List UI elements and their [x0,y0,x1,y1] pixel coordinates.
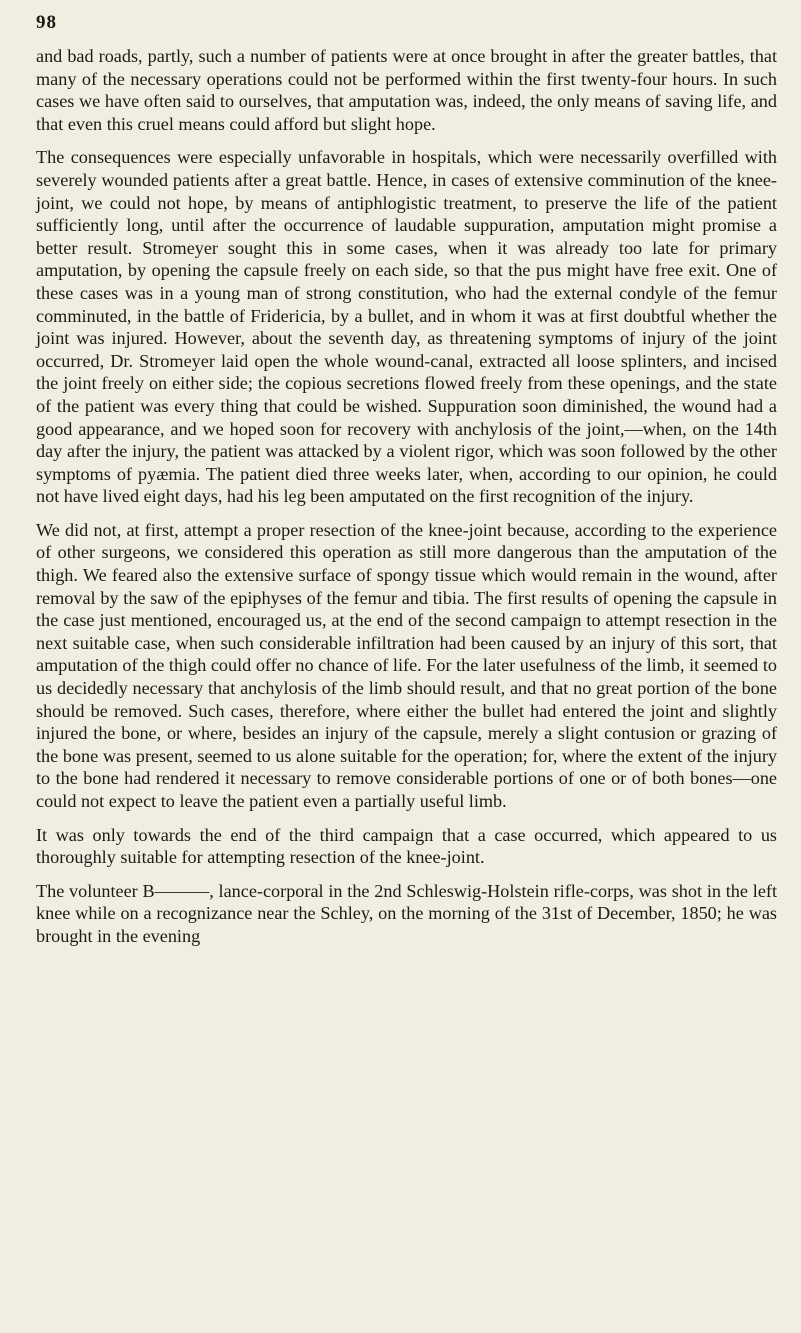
page-number: 98 [36,12,57,33]
paragraph: It was only towards the end of the third campaign that a case occurred, which appeared to us thoroughly suitable for attempting resection of the knee-joint. [36,824,777,868]
paragraph: The volunteer B———, lance-corporal in the 2nd Schleswig-Holstein rifle-corps, was shot in the left knee while on a recognizance near the Schley, on the morning of the 31st of December, 1850; he was brought in the evening [36,880,777,946]
page-text [36,45,777,948]
paragraph: and bad roads, partly, such a number of patients were at once brought in after the greater battles, that many of the necessary operations could not be performed within the first twenty-four hours. In such cases we have often said to ourselves, that amputation was, indeed, the only means of saving life, and that even this cruel means could afford but slight hope. [36,46,777,134]
paragraph: The consequences were especially unfavorable in hospitals, which were necessarily overfilled with severely wounded patients after a great battle. Hence, in cases of extensive comminution of the knee-joint, we could not hope, by means of antiphlogistic treatment, to preserve the life of the patient sufficiently long, until after the occurrence of laudable suppuration, amputation might promise a better result. Stromeyer sought this in some cases, when it was already too late for primary amputation, by opening the capsule freely on each side, so that the pus might have free exit. One of these cases was in a young man of strong constitution, who had the external condyle of the femur comminuted, in the battle of Fridericia, by a bullet, and in whom it was at first doubtful whether the joint was injured. However, about the seventh day, as threatening symptoms of injury of the joint occurred, Dr. Stromeyer laid open the whole wound-canal, extracted all loose splinters, and incised the joint freely on either side; the copious secretions flowed freely from these openings, and the state of the patient was every thing that could be wished. Suppuration soon diminished, the wound had a good appearance, and we hoped soon for recovery with anchylosis of the joint,—when, on the 14th day after the injury, the patient was attacked by a violent rigor, which was soon followed by the other symptoms of pyæmia. The patient died three weeks later, when, according to our opinion, he could not have lived eight days, had his leg been amputated on the first recognition of the injury. [36,147,777,507]
paragraph: We did not, at first, attempt a proper resection of the knee-joint because, according to the experience of other surgeons, we considered this operation as still more dangerous than the amputation of the thigh. We feared also the extensive surface of spongy tissue which would remain in the wound, after removal by the saw of the epiphyses of the femur and tibia. The first results of opening the capsule in the case just mentioned, encouraged us, at the end of the second campaign to attempt resection in the next suitable case, when such considerable infiltration had been caused by an injury of this sort, that amputation of the thigh could offer no chance of life. For the later usefulness of the limb, it seemed to us decidedly necessary that anchylosis of the limb should result, and that no great portion of the bone should be removed. Such cases, therefore, where either the bullet had entered the joint and slightly injured the bone, or where, besides an injury of the capsule, merely a slight contusion or grazing of the bone was present, seemed to us alone suitable for the operation; for, where the extent of the injury to the bone had rendered it necessary to remove considerable portions of one or of both bones—one could not expect to leave the patient even a partially useful limb. [36,519,777,811]
